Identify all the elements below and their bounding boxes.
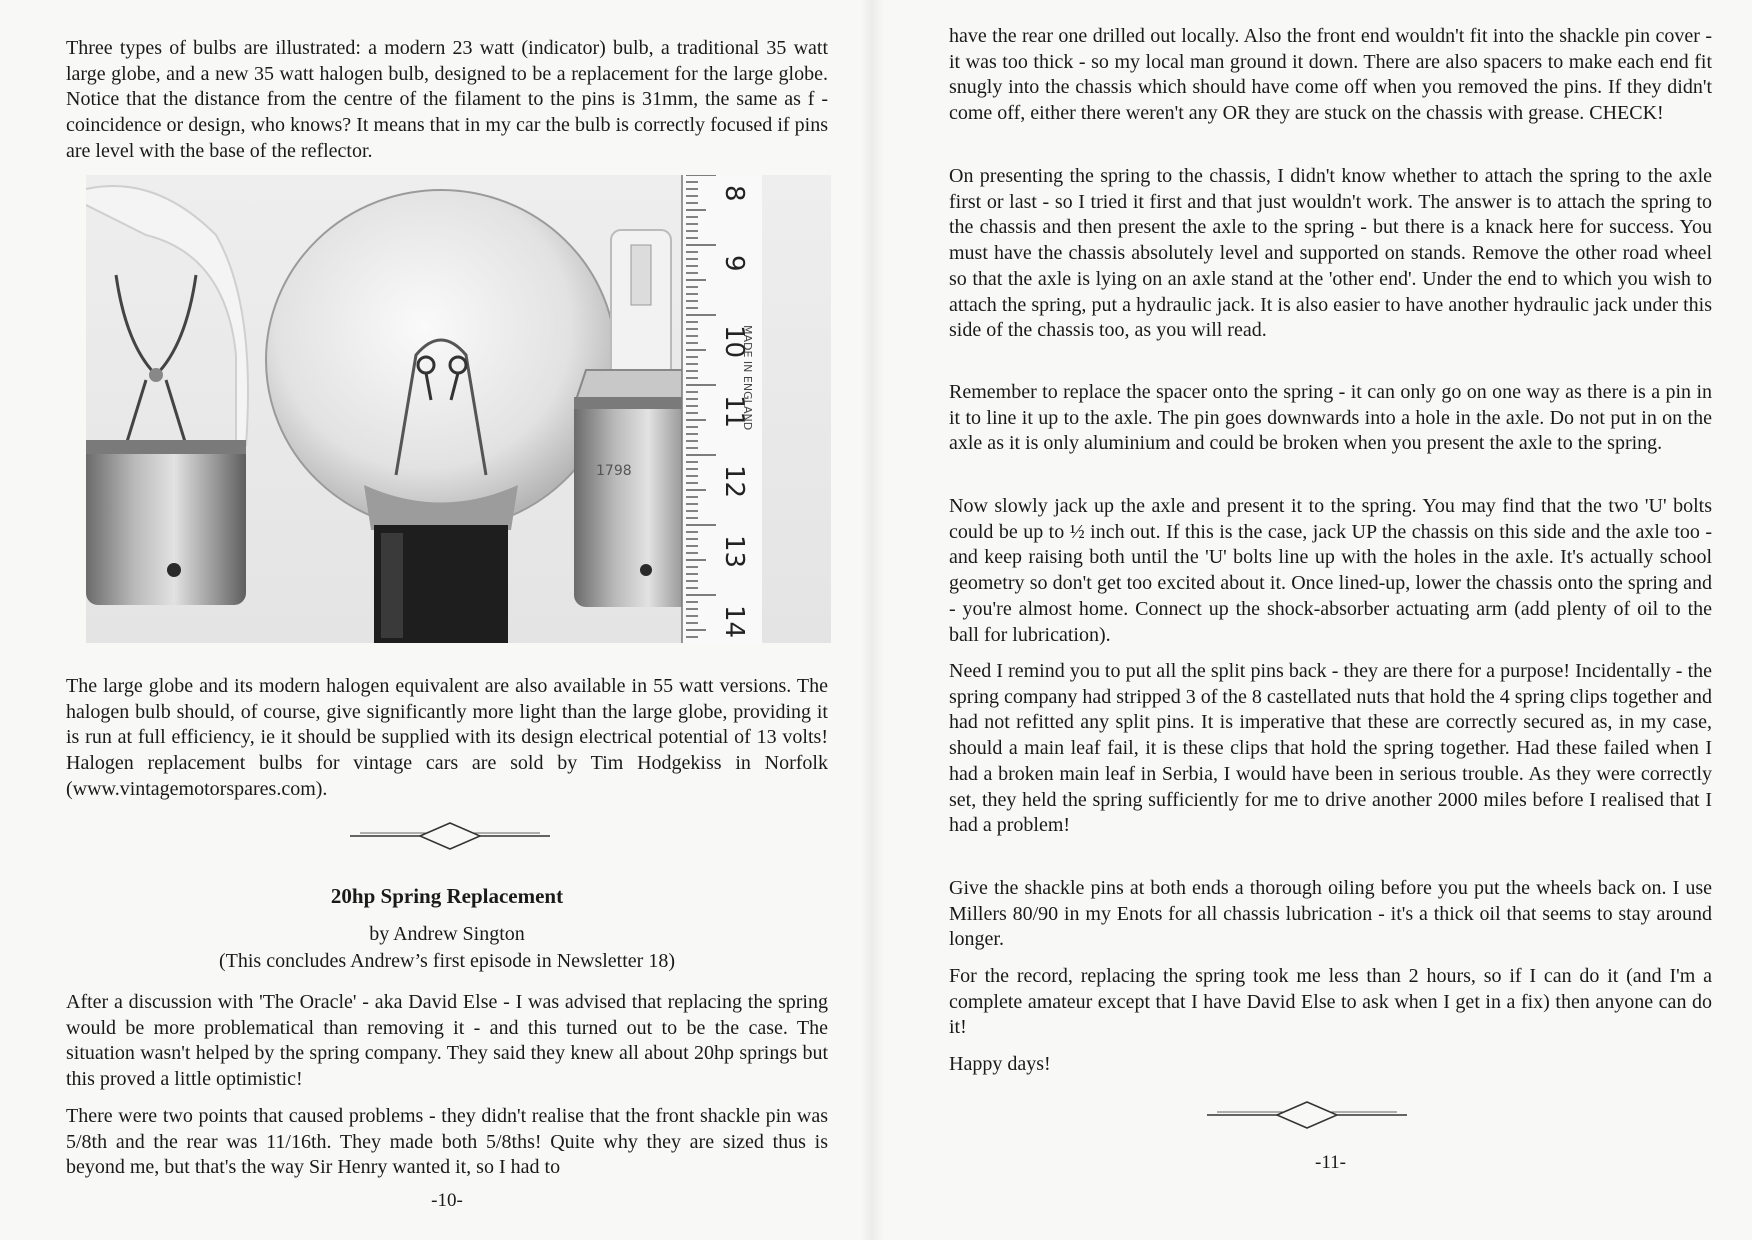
right-page	[949, 0, 1712, 1240]
ruler-number: 13	[719, 535, 749, 569]
bulbs-illustration	[86, 175, 831, 643]
ruler	[682, 175, 762, 643]
article-title: 20hp Spring Replacement	[330, 884, 564, 908]
article-note: (This concludes Andrew’s first episode in Newsletter 18)	[218, 950, 675, 972]
ruler-number: 8	[719, 185, 749, 202]
page-number-right: -11-	[1315, 1152, 1346, 1173]
halogen-paragraph: The large globe and its modern halogen equivalent are also available in 55 watt versions. The halogen bulb should, of course, give significantly more light than the large globe, providing it is run at full efficiency, ie it should be supplied with its design electrical potential of 13 volts! Halogen replacement bulbs for vintage cars are sold by Tim Hodgekiss in Norfolk (www.vintagemotorspares.com).	[66, 675, 828, 800]
ruler-number: 12	[719, 465, 749, 499]
article-paragraph-1: After a discussion with 'The Oracle' - aka David Else - I was advised that replacing the spring would be more problematical than removing it - and this turned out to be the case. The situation wasn't helped by the spring company. They said they knew all about 20hp springs but this proved a little optimistic!	[66, 991, 828, 1091]
right-paragraph-5: Need I remind you to put all the split pins back - they are there for a purpose! Incidentally - the spring company had stripped 3 of the 8 castellated nuts that hold the 4 spring clips together and had not refitted any split pins. It is imperative that these are correctly secured as, in my case, should a main leaf fail, it is these clips that hold the spring together. Had these failed when I had a broken main leaf in Serbia, I would have been in serious trouble. As they were correctly set, they held the spring sufficiently for me to drive another 2000 miles before I realised that I had a problem!	[949, 660, 1712, 837]
ruler-number: 9	[719, 255, 749, 272]
ruler-number: 14	[719, 605, 749, 639]
right-paragraph-6: Give the shackle pins at both ends a thorough oiling before you put the wheels back on. I use Millers 80/90 in my Enots for all chassis lubrication - it's a thick oil that seems to stay around longer.	[949, 877, 1712, 951]
intro-paragraph: Three types of bulbs are illustrated: a modern 23 watt (indicator) bulb, a traditional 35 watt large globe, and a new 35 watt halogen bulb, designed to be a replacement for the large globe. Notice that the distance from the centre of the filament to the pins is 31mm, the same as f - coincidence or design, who knows? It means that in my car the bulb is correctly focused if pins are level with the base of the reflector.	[66, 37, 828, 162]
bulb-marking: 1798	[596, 463, 632, 479]
right-paragraph-4: Now slowly jack up the axle and present it to the spring. You may find that the two 'U' bolts could be up to ½ inch out. If this is the case, jack UP the chassis on this side and the axle too - and keep raising both until the 'U' bolts line up with the holes in the axle. It's actually school geometry so don't get too excited about it. Once lined-up, lower the chassis onto the spring and - you're almost home. Connect up the shock-absorber actuating arm (add plenty of oil to the ball for lubrication).	[949, 495, 1712, 646]
page-fold	[860, 0, 884, 1240]
ruler-label: MADE IN ENGLAND	[741, 325, 754, 431]
right-paragraph-1: have the rear one drilled out locally. Also the front end wouldn't fit into the shackle pin cover - it was too thick - so my local man ground it down. There are also spacers to make each end fit snugly into the chassis which should have come off when you removed the pins. If they didn't come off, either there weren't any OR they are stuck on the chassis with grease. CHECK!	[949, 25, 1712, 125]
bulbs-photo	[86, 175, 831, 643]
right-paragraph-8: Happy days!	[949, 1053, 1051, 1075]
article-paragraph-2: There were two points that caused problems - they didn't realise that the front shackle pin was 5/8th and the rear was 11/16th. They made both 5/8ths! Quite why they are sized thus is beyond me, but that's the way Sir Henry wanted it, so I had to	[66, 1105, 828, 1179]
left-page	[66, 0, 828, 1240]
right-paragraph-7: For the record, replacing the spring took me less than 2 hours, so if I can do it (and I'm a complete amateur except that I have David Else to ask when I get in a fix) then anyone can do it!	[949, 965, 1712, 1039]
section-divider-ornament	[350, 818, 550, 854]
page-number-left: -10-	[431, 1190, 463, 1211]
article-byline: by Andrew Sington	[369, 923, 525, 945]
right-paragraph-2: On presenting the spring to the chassis, I didn't know whether to attach the spring to the axle first or last - so I tried it first and that just wouldn't work. The answer is to attach the spring to the chassis and then present the axle to the spring - but there is a knack here for success. You must have the chassis absolutely level and supported on stands. Remove the other road wheel so that the axle is lying on an axle stand at the 'other end'. Under the end to which you wish to attach the spring, put a hydraulic jack. It is also easier to have another hydraulic jack under this side of the chassis too, as you will read.	[949, 165, 1712, 342]
ruler-number: 11	[719, 395, 749, 429]
ruler-number: 10	[719, 325, 749, 359]
end-divider-ornament	[1207, 1097, 1407, 1133]
right-paragraph-3: Remember to replace the spacer onto the spring - it can only go on one way as there is a pin in it to line it up to the axle. The pin goes downwards into a hole in the axle. Do not put in on the axle as it is only aluminium and could be broken when you present the axle to the spring.	[949, 381, 1712, 455]
